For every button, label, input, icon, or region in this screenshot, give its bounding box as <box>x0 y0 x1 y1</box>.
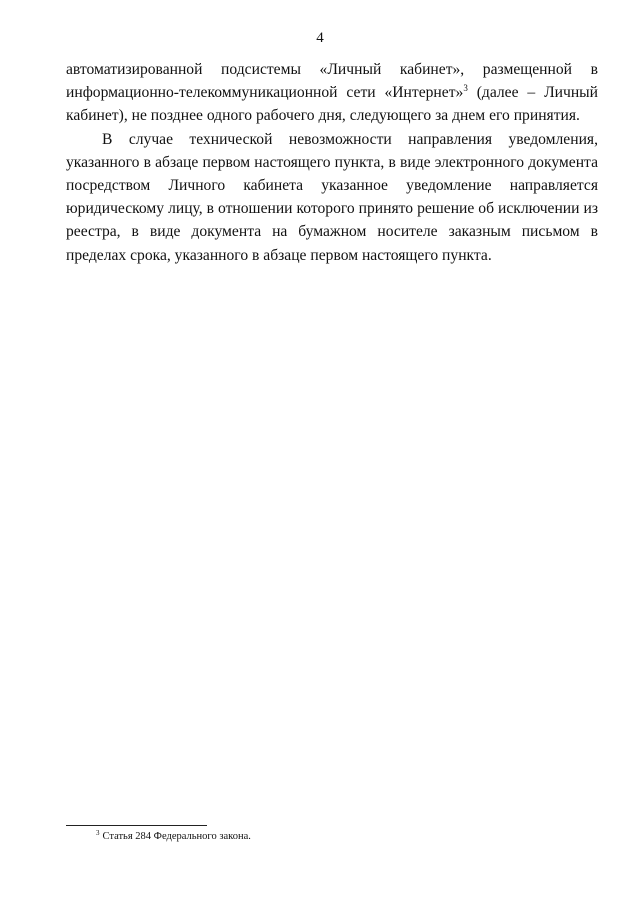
page-number: 4 <box>316 30 324 46</box>
paragraph-text-end: (далее – Личный кабинет), не позднее одного рабочего дня, следующего за днем его принятия. <box>66 84 598 125</box>
footnote-mark: 3 <box>96 829 100 837</box>
paragraph-continuation <box>66 58 598 128</box>
footnote <box>96 830 251 844</box>
footnote-text: Статья 284 Федерального закона. <box>102 831 251 842</box>
document-body <box>66 58 598 267</box>
paragraph-text-start: автоматизированной подсистемы «Личный кабинет», размещенной в информационно-телекоммуникационной сети «Интернет» <box>66 61 598 102</box>
footnote-separator <box>66 825 207 826</box>
footnote-reference: 3 <box>463 83 468 94</box>
paragraph-technical-impossibility: В случае технической невозможности направления уведомления, указанного в абзаце первом настоящего пункта, в виде электронного документа посредством Личного кабинета указанное уведомление направляется юридическому лицу, в отношении которого принято решение об исключении из реестра, в виде документа на бумажном носителе заказным письмом в пределах срока, указанного в абзаце первом настоящего пункта. <box>66 130 598 264</box>
